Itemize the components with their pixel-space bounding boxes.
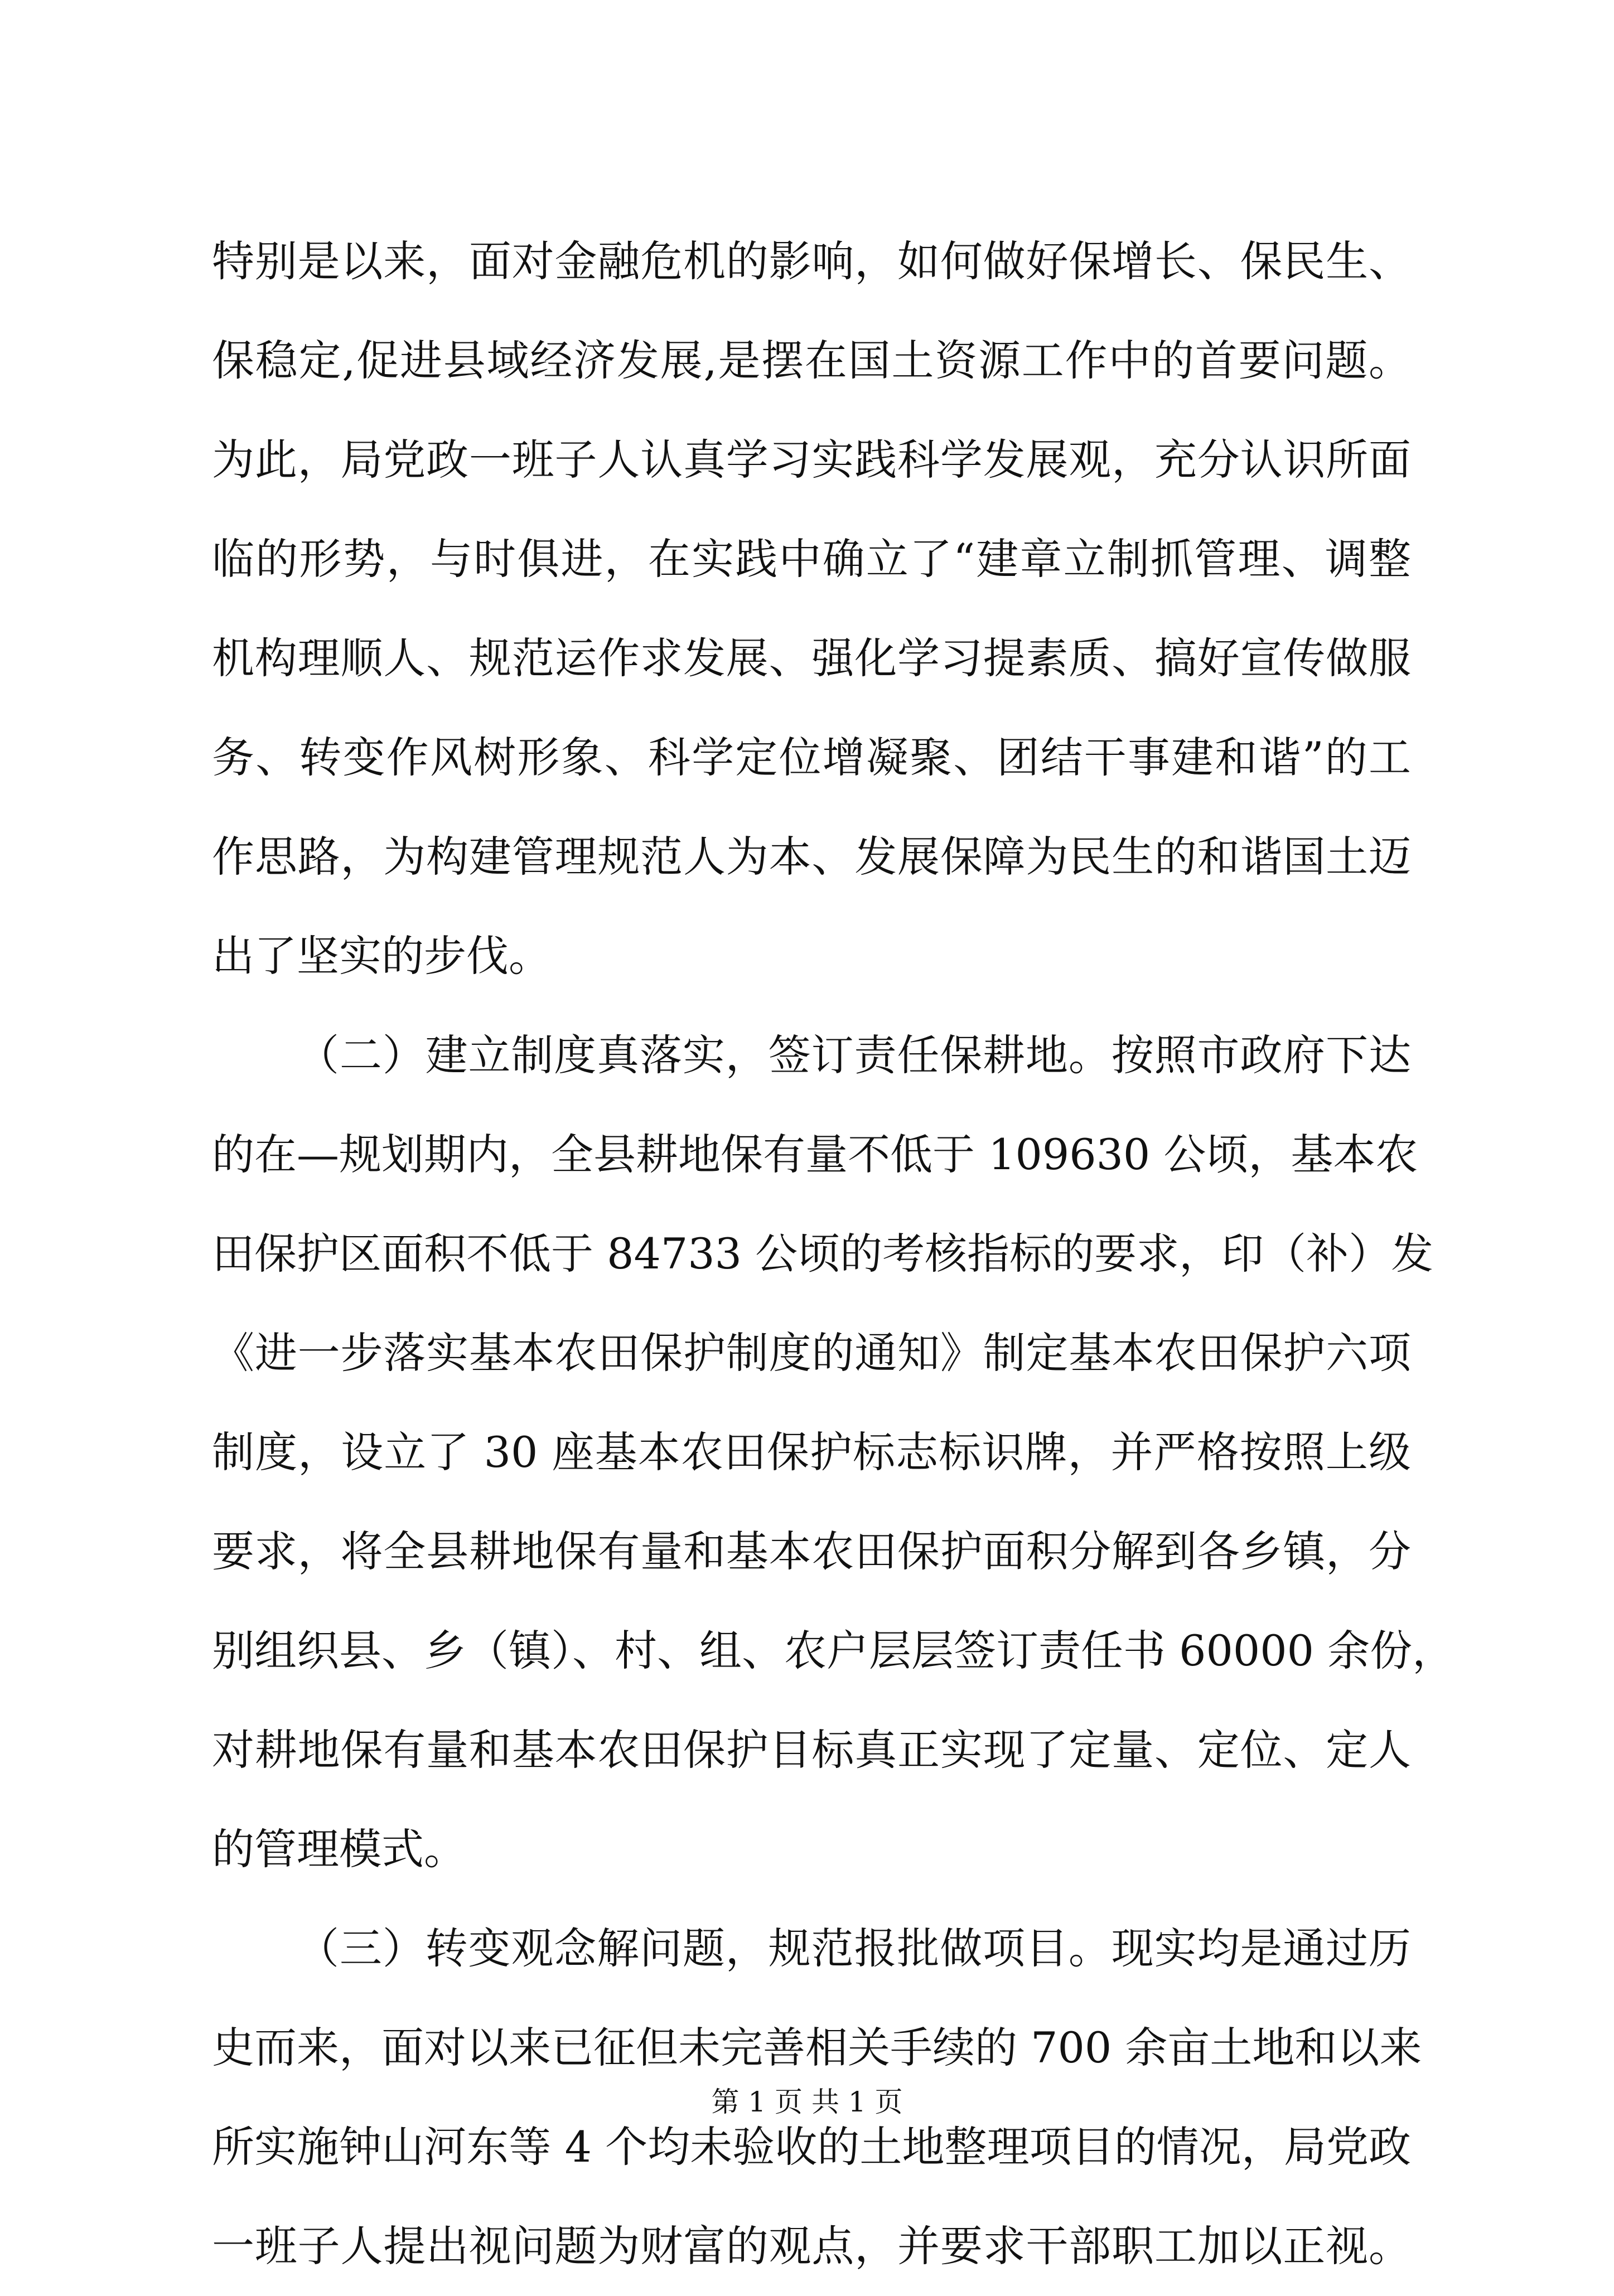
text-line: 作思路，为构建管理规范人为本、发展保障为民生的和谐国土迈 bbox=[212, 832, 1411, 881]
text-line: 出了坚实的步伐。 bbox=[212, 931, 551, 981]
text-line: 的在—规划期内，全县耕地保有量不低于 109630 公顷，基本农 bbox=[212, 1130, 1418, 1179]
text-line: 保稳定,促进县域经济发展,是摆在国土资源工作中的首要问题。 bbox=[212, 336, 1411, 385]
text-line: 制度，设立了 30 座基本农田保护标志标识牌，并严格按照上级 bbox=[212, 1427, 1411, 1477]
text-line: 田保护区面积不低于 84733 公顷的考核指标的要求，印（补）发 bbox=[212, 1229, 1434, 1278]
text-line: 《进一步落实基本农田保护制度的通知》制定基本农田保护六项 bbox=[212, 1328, 1411, 1378]
text-line: 特别是以来，面对金融危机的影响，如何做好保增长、保民生、 bbox=[212, 236, 1411, 286]
text-line: 务、转变作风树形象、科学定位增凝聚、团结干事建和谐”的工 bbox=[212, 733, 1411, 782]
text-line: 为此，局党政一班子人认真学习实践科学发展观，充分认识所面 bbox=[212, 435, 1411, 485]
text-line: 史而来，面对以来已征但未完善相关手续的 700 余亩土地和以来 bbox=[212, 2023, 1422, 2072]
text-line: （二）建立制度真落实，签订责任保耕地。按照市政府下达 bbox=[297, 1030, 1411, 1080]
text-line: 别组织县、乡（镇）、村、组、农户层层签订责任书 60000 余份， bbox=[212, 1626, 1455, 1675]
text-line: 一班子人提出视问题为财富的观点，并要求干部职工加以正视。 bbox=[212, 2221, 1411, 2271]
text-line: （三）转变观念解问题，规范报批做项目。现实均是通过历 bbox=[297, 1924, 1411, 1973]
page-footer: 第 1 页 共 1 页 bbox=[711, 2086, 903, 2118]
text-line: 的管理模式。 bbox=[212, 1824, 466, 1874]
text-line: 所实施钟山河东等 4 个均未验收的土地整理项目的情况，局党政 bbox=[212, 2122, 1411, 2172]
text-line: 要求，将全县耕地保有量和基本农田保护面积分解到各乡镇，分 bbox=[212, 1527, 1411, 1576]
paragraph-2 bbox=[212, 1006, 1455, 1899]
text-line: 临的形势，与时俱进，在实践中确立了“建章立制抓管理、调整 bbox=[212, 534, 1411, 584]
text-line: 对耕地保有量和基本农田保护目标真正实现了定量、定位、定人 bbox=[212, 1725, 1411, 1775]
text-line: 机构理顺人、规范运作求发展、强化学习提素质、搞好宣传做服 bbox=[212, 633, 1411, 683]
document-body bbox=[212, 212, 1455, 2296]
paragraph-1 bbox=[212, 212, 1411, 1006]
